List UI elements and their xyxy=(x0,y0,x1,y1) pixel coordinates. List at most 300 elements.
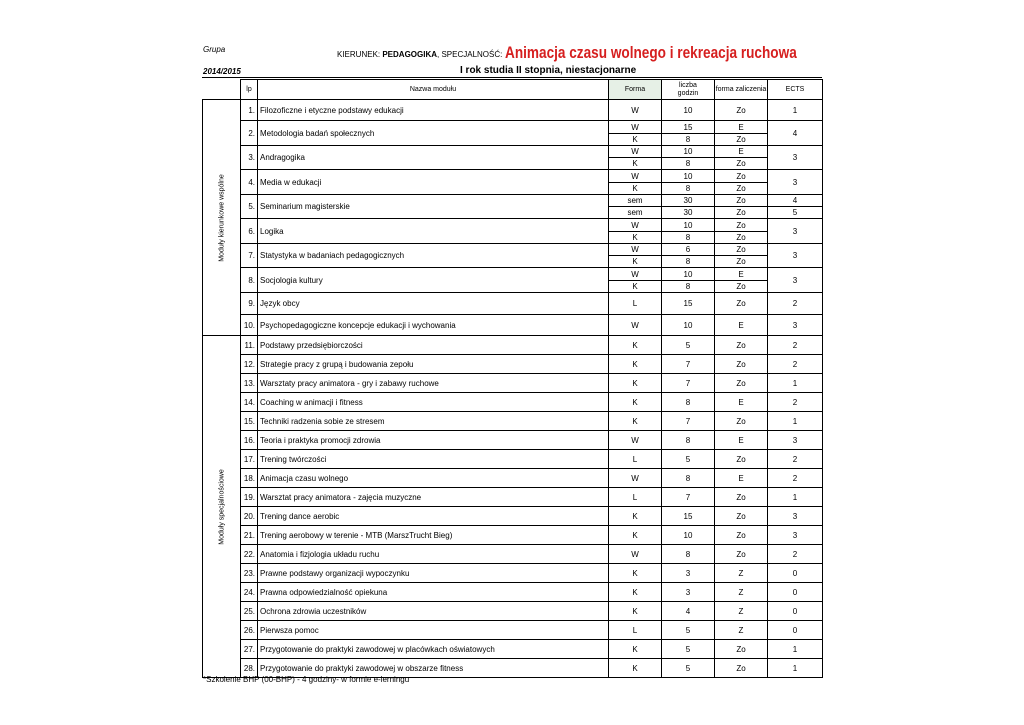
module-name: Statystyka w badaniach pedagogicznych xyxy=(258,244,609,268)
assessment-cell-value: Zo xyxy=(736,644,746,654)
forma-cell-value: K xyxy=(632,587,638,597)
hours-cell-value: 15 xyxy=(683,299,693,308)
academic-year: 2014/2015 xyxy=(203,67,241,76)
hours-cell xyxy=(662,336,715,355)
ects-cell xyxy=(768,488,823,507)
forma-cell xyxy=(609,374,662,393)
ects-cell xyxy=(768,564,823,583)
module-name: Seminarium magisterskie xyxy=(258,195,609,219)
module-name: Andragogika xyxy=(258,146,609,170)
forma-cell-value: K xyxy=(632,281,638,291)
hours-cell-value: 15 xyxy=(662,122,714,134)
table-row xyxy=(203,602,823,621)
hours-cell xyxy=(662,374,715,393)
specjalnosc-title: Animacja czasu wolnego i rekreacja ruchowa xyxy=(504,43,797,62)
row-number: 5. xyxy=(241,195,258,219)
ects-cell xyxy=(768,621,823,640)
ects-cell xyxy=(768,659,823,678)
assessment-cell-value: Zo xyxy=(736,208,746,217)
assessment-cell xyxy=(715,100,768,121)
assessment-cell-value: Zo xyxy=(736,183,746,193)
table-row xyxy=(203,219,823,244)
forma-cell xyxy=(609,293,662,315)
forma-cell-value: L xyxy=(632,454,638,464)
hours-cell-value: 7 xyxy=(685,359,691,369)
forma-cell-value: K xyxy=(632,257,638,266)
assessment-cell-value: Zo xyxy=(736,134,746,144)
module-name: Strategie pracy z grupą i budowania zepołu xyxy=(258,355,609,374)
table-row xyxy=(203,195,823,219)
hours-cell-value: 8 xyxy=(685,134,691,144)
forma-cell xyxy=(609,640,662,659)
forma-cell-value: K xyxy=(632,663,638,673)
ects-cell-value: 5 xyxy=(792,208,798,217)
forma-cell xyxy=(609,268,662,293)
assessment-cell xyxy=(715,268,768,293)
hours-cell-value: 3 xyxy=(685,587,691,597)
hours-cell-value: 10 xyxy=(683,320,693,330)
row-number: 13. xyxy=(241,374,258,393)
ects-cell-value: 3 xyxy=(792,275,798,285)
hours-cell xyxy=(662,431,715,450)
table-row xyxy=(203,170,823,195)
hours-cell-value: 4 xyxy=(685,606,691,616)
ects-cell xyxy=(768,293,823,315)
forma-cell xyxy=(609,355,662,374)
forma-cell-value: sem xyxy=(609,195,661,207)
module-name: Warsztat pracy animatora - zajęcia muzyczne xyxy=(258,488,609,507)
forma-cell xyxy=(609,659,662,678)
ects-cell xyxy=(768,100,823,121)
forma-cell-value: W xyxy=(631,320,639,330)
row-number: 12. xyxy=(241,355,258,374)
hours-cell-value: 8 xyxy=(685,473,691,483)
assessment-cell-value: Zo xyxy=(736,340,746,350)
row-number: 2. xyxy=(241,121,258,146)
forma-cell-value: L xyxy=(632,299,638,308)
module-name: Logika xyxy=(258,219,609,244)
row-number: 25. xyxy=(241,602,258,621)
module-name: Media w edukacji xyxy=(258,170,609,195)
module-name: Metodologia badań społecznych xyxy=(258,121,609,146)
study-subtitle: I rok studia II stopnia, niestacjonarne xyxy=(460,65,637,76)
assessment-cell xyxy=(715,526,768,545)
forma-cell-value: K xyxy=(632,134,638,144)
row-number: 27. xyxy=(241,640,258,659)
hours-cell-value: 30 xyxy=(662,195,714,207)
assessment-cell-value: E xyxy=(715,122,767,134)
module-group-label: Moduły specjalnościowe xyxy=(218,468,225,545)
forma-cell-value: W xyxy=(631,105,639,115)
ects-cell-value: 0 xyxy=(792,568,798,578)
ects-cell-value: 2 xyxy=(792,340,798,350)
assessment-cell-value: Zo xyxy=(736,511,746,521)
row-number: 1. xyxy=(241,100,258,121)
forma-cell xyxy=(609,450,662,469)
hours-cell-value: 8 xyxy=(685,183,691,193)
forma-cell xyxy=(609,526,662,545)
hours-cell-value: 3 xyxy=(685,568,691,578)
forma-cell-value: K xyxy=(632,568,638,578)
forma-cell xyxy=(609,469,662,488)
assessment-cell-value: Zo xyxy=(715,220,767,232)
hours-cell-value: 7 xyxy=(685,378,691,388)
module-name: Podstawy przedsiębiorczości xyxy=(258,336,609,355)
assessment-cell xyxy=(715,621,768,640)
hours-cell-value: 10 xyxy=(662,171,714,183)
specjalnosc-prefix: , SPECJALNOŚĆ: xyxy=(437,50,505,59)
hours-cell xyxy=(662,564,715,583)
table-row xyxy=(203,526,823,545)
table-row xyxy=(203,450,823,469)
ects-cell-value: 1 xyxy=(792,492,798,502)
ects-cell xyxy=(768,583,823,602)
ects-cell-value: 2 xyxy=(792,473,798,483)
table-row xyxy=(203,268,823,293)
ects-cell-value: 3 xyxy=(792,530,798,540)
module-name: Techniki radzenia sobie ze stresem xyxy=(258,412,609,431)
hours-cell-value: 8 xyxy=(685,257,691,266)
hours-cell xyxy=(662,393,715,412)
ects-cell-value: 3 xyxy=(792,511,798,521)
module-name: Prawne podstawy organizacji wypoczynku xyxy=(258,564,609,583)
hours-cell-value: 10 xyxy=(662,146,714,158)
col-header-godziny-line2: godzin xyxy=(677,89,699,97)
hours-cell-value: 15 xyxy=(683,511,693,521)
row-number: 6. xyxy=(241,219,258,244)
ects-cell-value: 2 xyxy=(792,359,798,369)
ects-cell xyxy=(768,640,823,659)
forma-cell-value: W xyxy=(609,171,661,183)
forma-cell-value: W xyxy=(609,220,661,232)
hours-cell-value: 8 xyxy=(685,281,691,291)
hours-cell xyxy=(662,488,715,507)
module-name: Filozoficzne i etyczne podstawy edukacji xyxy=(258,100,609,121)
hours-cell-value: 6 xyxy=(662,244,714,256)
row-number: 16. xyxy=(241,431,258,450)
ects-cell-value: 4 xyxy=(792,128,798,138)
assessment-cell xyxy=(715,450,768,469)
forma-cell-value: W xyxy=(609,122,661,134)
row-number: 23. xyxy=(241,564,258,583)
hours-cell xyxy=(662,146,715,170)
hours-cell-value: 5 xyxy=(685,625,691,635)
table-row xyxy=(203,621,823,640)
assessment-cell xyxy=(715,146,768,170)
assessment-cell xyxy=(715,315,768,336)
row-number: 15. xyxy=(241,412,258,431)
hours-cell xyxy=(662,469,715,488)
table-row xyxy=(203,244,823,268)
module-name: Teoria i praktyka promocji zdrowia xyxy=(258,431,609,450)
forma-cell-value: L xyxy=(632,492,638,502)
forma-cell-value: W xyxy=(631,473,639,483)
ects-cell-value: 0 xyxy=(792,606,798,616)
forma-cell xyxy=(609,244,662,268)
forma-cell-value: K xyxy=(632,511,638,521)
table-row xyxy=(203,488,823,507)
module-name: Pierwsza pomoc xyxy=(258,621,609,640)
ects-cell-value: 0 xyxy=(792,587,798,597)
module-name: Psychopedagogiczne koncepcje edukacji i wychowania xyxy=(258,315,609,336)
assessment-cell xyxy=(715,170,768,195)
forma-cell xyxy=(609,412,662,431)
hours-cell-value: 5 xyxy=(685,340,691,350)
forma-cell-value: K xyxy=(632,159,638,168)
assessment-cell xyxy=(715,640,768,659)
hours-cell-value: 8 xyxy=(685,159,691,168)
grupa-label: Grupa xyxy=(203,45,226,54)
row-number: 7. xyxy=(241,244,258,268)
ects-cell-value: 3 xyxy=(792,177,798,187)
row-number: 14. xyxy=(241,393,258,412)
forma-cell xyxy=(609,602,662,621)
forma-cell-value: K xyxy=(632,359,638,369)
hours-cell xyxy=(662,315,715,336)
col-header-ects: ECTS xyxy=(768,80,823,100)
ects-cell xyxy=(768,393,823,412)
assessment-cell-value: Zo xyxy=(736,232,746,242)
module-group-label: Moduły kierunkowe wspólne xyxy=(218,173,225,262)
hours-cell xyxy=(662,195,715,219)
hours-cell xyxy=(662,412,715,431)
module-name: Przygotowanie do praktyki zawodowej w placówkach oświatowych xyxy=(258,640,609,659)
header-spacer xyxy=(203,80,241,100)
assessment-cell xyxy=(715,602,768,621)
hours-cell xyxy=(662,244,715,268)
hours-cell xyxy=(662,583,715,602)
table-row xyxy=(203,336,823,355)
row-number: 21. xyxy=(241,526,258,545)
ects-cell xyxy=(768,170,823,195)
assessment-cell-value: Zo xyxy=(736,530,746,540)
ects-cell xyxy=(768,268,823,293)
hours-cell xyxy=(662,268,715,293)
forma-cell-value: K xyxy=(632,397,638,407)
forma-cell xyxy=(609,507,662,526)
table-body xyxy=(203,100,823,678)
assessment-cell xyxy=(715,355,768,374)
hours-cell-value: 8 xyxy=(685,397,691,407)
ects-cell xyxy=(768,602,823,621)
forma-cell-value: W xyxy=(609,244,661,256)
assessment-cell-value: E xyxy=(715,269,767,281)
col-header-name: Nazwa modułu xyxy=(258,80,609,100)
assessment-cell-value: Zo xyxy=(715,244,767,256)
hours-cell xyxy=(662,602,715,621)
ects-cell xyxy=(768,526,823,545)
table-row xyxy=(203,315,823,336)
forma-cell-value: K xyxy=(632,644,638,654)
hours-cell xyxy=(662,640,715,659)
row-number: 24. xyxy=(241,583,258,602)
forma-cell xyxy=(609,393,662,412)
module-name: Trening twórczości xyxy=(258,450,609,469)
row-number: 3. xyxy=(241,146,258,170)
forma-cell xyxy=(609,146,662,170)
ects-cell xyxy=(768,146,823,170)
forma-cell-value: W xyxy=(631,549,639,559)
forma-cell xyxy=(609,545,662,564)
forma-cell-value: K xyxy=(632,416,638,426)
assessment-cell-value: E xyxy=(715,146,767,158)
ects-cell-value: 3 xyxy=(792,435,798,445)
assessment-cell xyxy=(715,469,768,488)
forma-cell xyxy=(609,121,662,146)
table-row xyxy=(203,431,823,450)
row-number: 18. xyxy=(241,469,258,488)
ects-cell-value: 1 xyxy=(792,378,798,388)
ects-cell-value: 4 xyxy=(768,195,822,207)
assessment-cell-value: Zo xyxy=(736,454,746,464)
ects-cell-value: 2 xyxy=(792,549,798,559)
assessment-cell-value: Zo xyxy=(736,105,746,115)
module-group-cell xyxy=(203,100,241,336)
table-row xyxy=(203,507,823,526)
footnote: *Szkolenie BHP (00-BHP) - 4 godziny- w formie e-lerningu xyxy=(203,675,410,684)
hours-cell xyxy=(662,526,715,545)
hours-cell-value: 5 xyxy=(685,644,691,654)
table-row xyxy=(203,412,823,431)
module-name: Trening dance aerobic xyxy=(258,507,609,526)
ects-cell-value: 1 xyxy=(792,644,798,654)
hours-cell xyxy=(662,545,715,564)
ects-cell-value: 3 xyxy=(792,226,798,236)
row-number: 28. xyxy=(241,659,258,678)
forma-cell-value: W xyxy=(631,435,639,445)
ects-cell xyxy=(768,374,823,393)
forma-cell xyxy=(609,170,662,195)
program-heading xyxy=(337,42,869,62)
row-number: 10. xyxy=(241,315,258,336)
table-row xyxy=(203,293,823,315)
forma-cell xyxy=(609,621,662,640)
assessment-cell-value: E xyxy=(738,435,744,445)
ects-cell xyxy=(768,545,823,564)
assessment-cell xyxy=(715,659,768,678)
hours-cell-value: 5 xyxy=(685,663,691,673)
assessment-cell xyxy=(715,583,768,602)
module-group-cell xyxy=(203,336,241,678)
ects-cell xyxy=(768,219,823,244)
hours-cell xyxy=(662,507,715,526)
ects-cell xyxy=(768,469,823,488)
ects-cell xyxy=(768,195,823,219)
ects-cell xyxy=(768,507,823,526)
ects-cell-value: 0 xyxy=(792,625,798,635)
assessment-cell-value: Zo xyxy=(715,195,767,207)
assessment-cell-value: Zo xyxy=(736,492,746,502)
table-row xyxy=(203,146,823,170)
col-header-lp: lp xyxy=(241,80,258,100)
forma-cell-value: L xyxy=(632,625,638,635)
assessment-cell-value: Z xyxy=(738,625,744,635)
module-name: Prawna odpowiedzialność opiekuna xyxy=(258,583,609,602)
row-number: 4. xyxy=(241,170,258,195)
table-row xyxy=(203,469,823,488)
assessment-cell xyxy=(715,431,768,450)
forma-cell-value: K xyxy=(632,232,638,242)
module-name: Warsztaty pracy animatora - gry i zabawy ruchowe xyxy=(258,374,609,393)
forma-cell-value: K xyxy=(632,378,638,388)
ects-cell-value: 3 xyxy=(792,320,798,330)
forma-cell xyxy=(609,315,662,336)
table-row xyxy=(203,583,823,602)
ects-cell xyxy=(768,315,823,336)
table-row xyxy=(203,100,823,121)
hours-cell xyxy=(662,355,715,374)
module-name: Socjologia kultury xyxy=(258,268,609,293)
module-name: Język obcy xyxy=(258,293,609,315)
hours-cell-value: 8 xyxy=(685,435,691,445)
forma-cell xyxy=(609,583,662,602)
assessment-cell xyxy=(715,488,768,507)
hours-cell-value: 7 xyxy=(685,416,691,426)
table-row xyxy=(203,640,823,659)
hours-cell-value: 8 xyxy=(685,549,691,559)
assessment-cell xyxy=(715,121,768,146)
forma-cell-value: sem xyxy=(627,208,643,217)
forma-cell xyxy=(609,195,662,219)
col-header-godziny xyxy=(662,80,715,100)
assessment-cell xyxy=(715,244,768,268)
ects-cell xyxy=(768,412,823,431)
ects-cell xyxy=(768,355,823,374)
assessment-cell-value: Zo xyxy=(736,281,746,291)
module-name: Anatomia i fizjologia układu ruchu xyxy=(258,545,609,564)
assessment-cell-value: Zo xyxy=(736,416,746,426)
assessment-cell-value: Z xyxy=(738,587,744,597)
assessment-cell-value: Zo xyxy=(736,159,746,168)
ects-cell-value: 3 xyxy=(792,153,798,162)
row-number: 8. xyxy=(241,268,258,293)
ects-cell-value: 2 xyxy=(792,454,798,464)
hours-cell xyxy=(662,219,715,244)
assessment-cell xyxy=(715,195,768,219)
row-number: 17. xyxy=(241,450,258,469)
assessment-cell-value: Zo xyxy=(736,359,746,369)
ects-cell-value: 1 xyxy=(792,663,798,673)
ects-cell xyxy=(768,121,823,146)
assessment-cell-value: E xyxy=(738,397,744,407)
table-row xyxy=(203,393,823,412)
module-name: Trening aerobowy w terenie - MTB (MarszTrucht Bieg) xyxy=(258,526,609,545)
ects-cell xyxy=(768,336,823,355)
assessment-cell xyxy=(715,545,768,564)
hours-cell-value: 10 xyxy=(683,530,693,540)
hours-cell xyxy=(662,450,715,469)
assessment-cell-value: Z xyxy=(738,568,744,578)
module-name: Coaching w animacji i fitness xyxy=(258,393,609,412)
assessment-cell-value: E xyxy=(738,320,744,330)
forma-cell-value: W xyxy=(609,269,661,281)
row-number: 9. xyxy=(241,293,258,315)
row-number: 22. xyxy=(241,545,258,564)
ects-cell xyxy=(768,450,823,469)
table-row xyxy=(203,374,823,393)
row-number: 11. xyxy=(241,336,258,355)
table-header-row xyxy=(203,80,823,100)
assessment-cell xyxy=(715,507,768,526)
forma-cell-value: K xyxy=(632,530,638,540)
hours-cell-value: 10 xyxy=(662,220,714,232)
module-name: Animacja czasu wolnego xyxy=(258,469,609,488)
module-name: Ochrona zdrowia uczestników xyxy=(258,602,609,621)
col-header-forma-zaliczenia: forma zaliczenia xyxy=(715,80,768,100)
hours-cell-value: 8 xyxy=(685,232,691,242)
hours-cell xyxy=(662,170,715,195)
hours-cell-value: 5 xyxy=(685,454,691,464)
